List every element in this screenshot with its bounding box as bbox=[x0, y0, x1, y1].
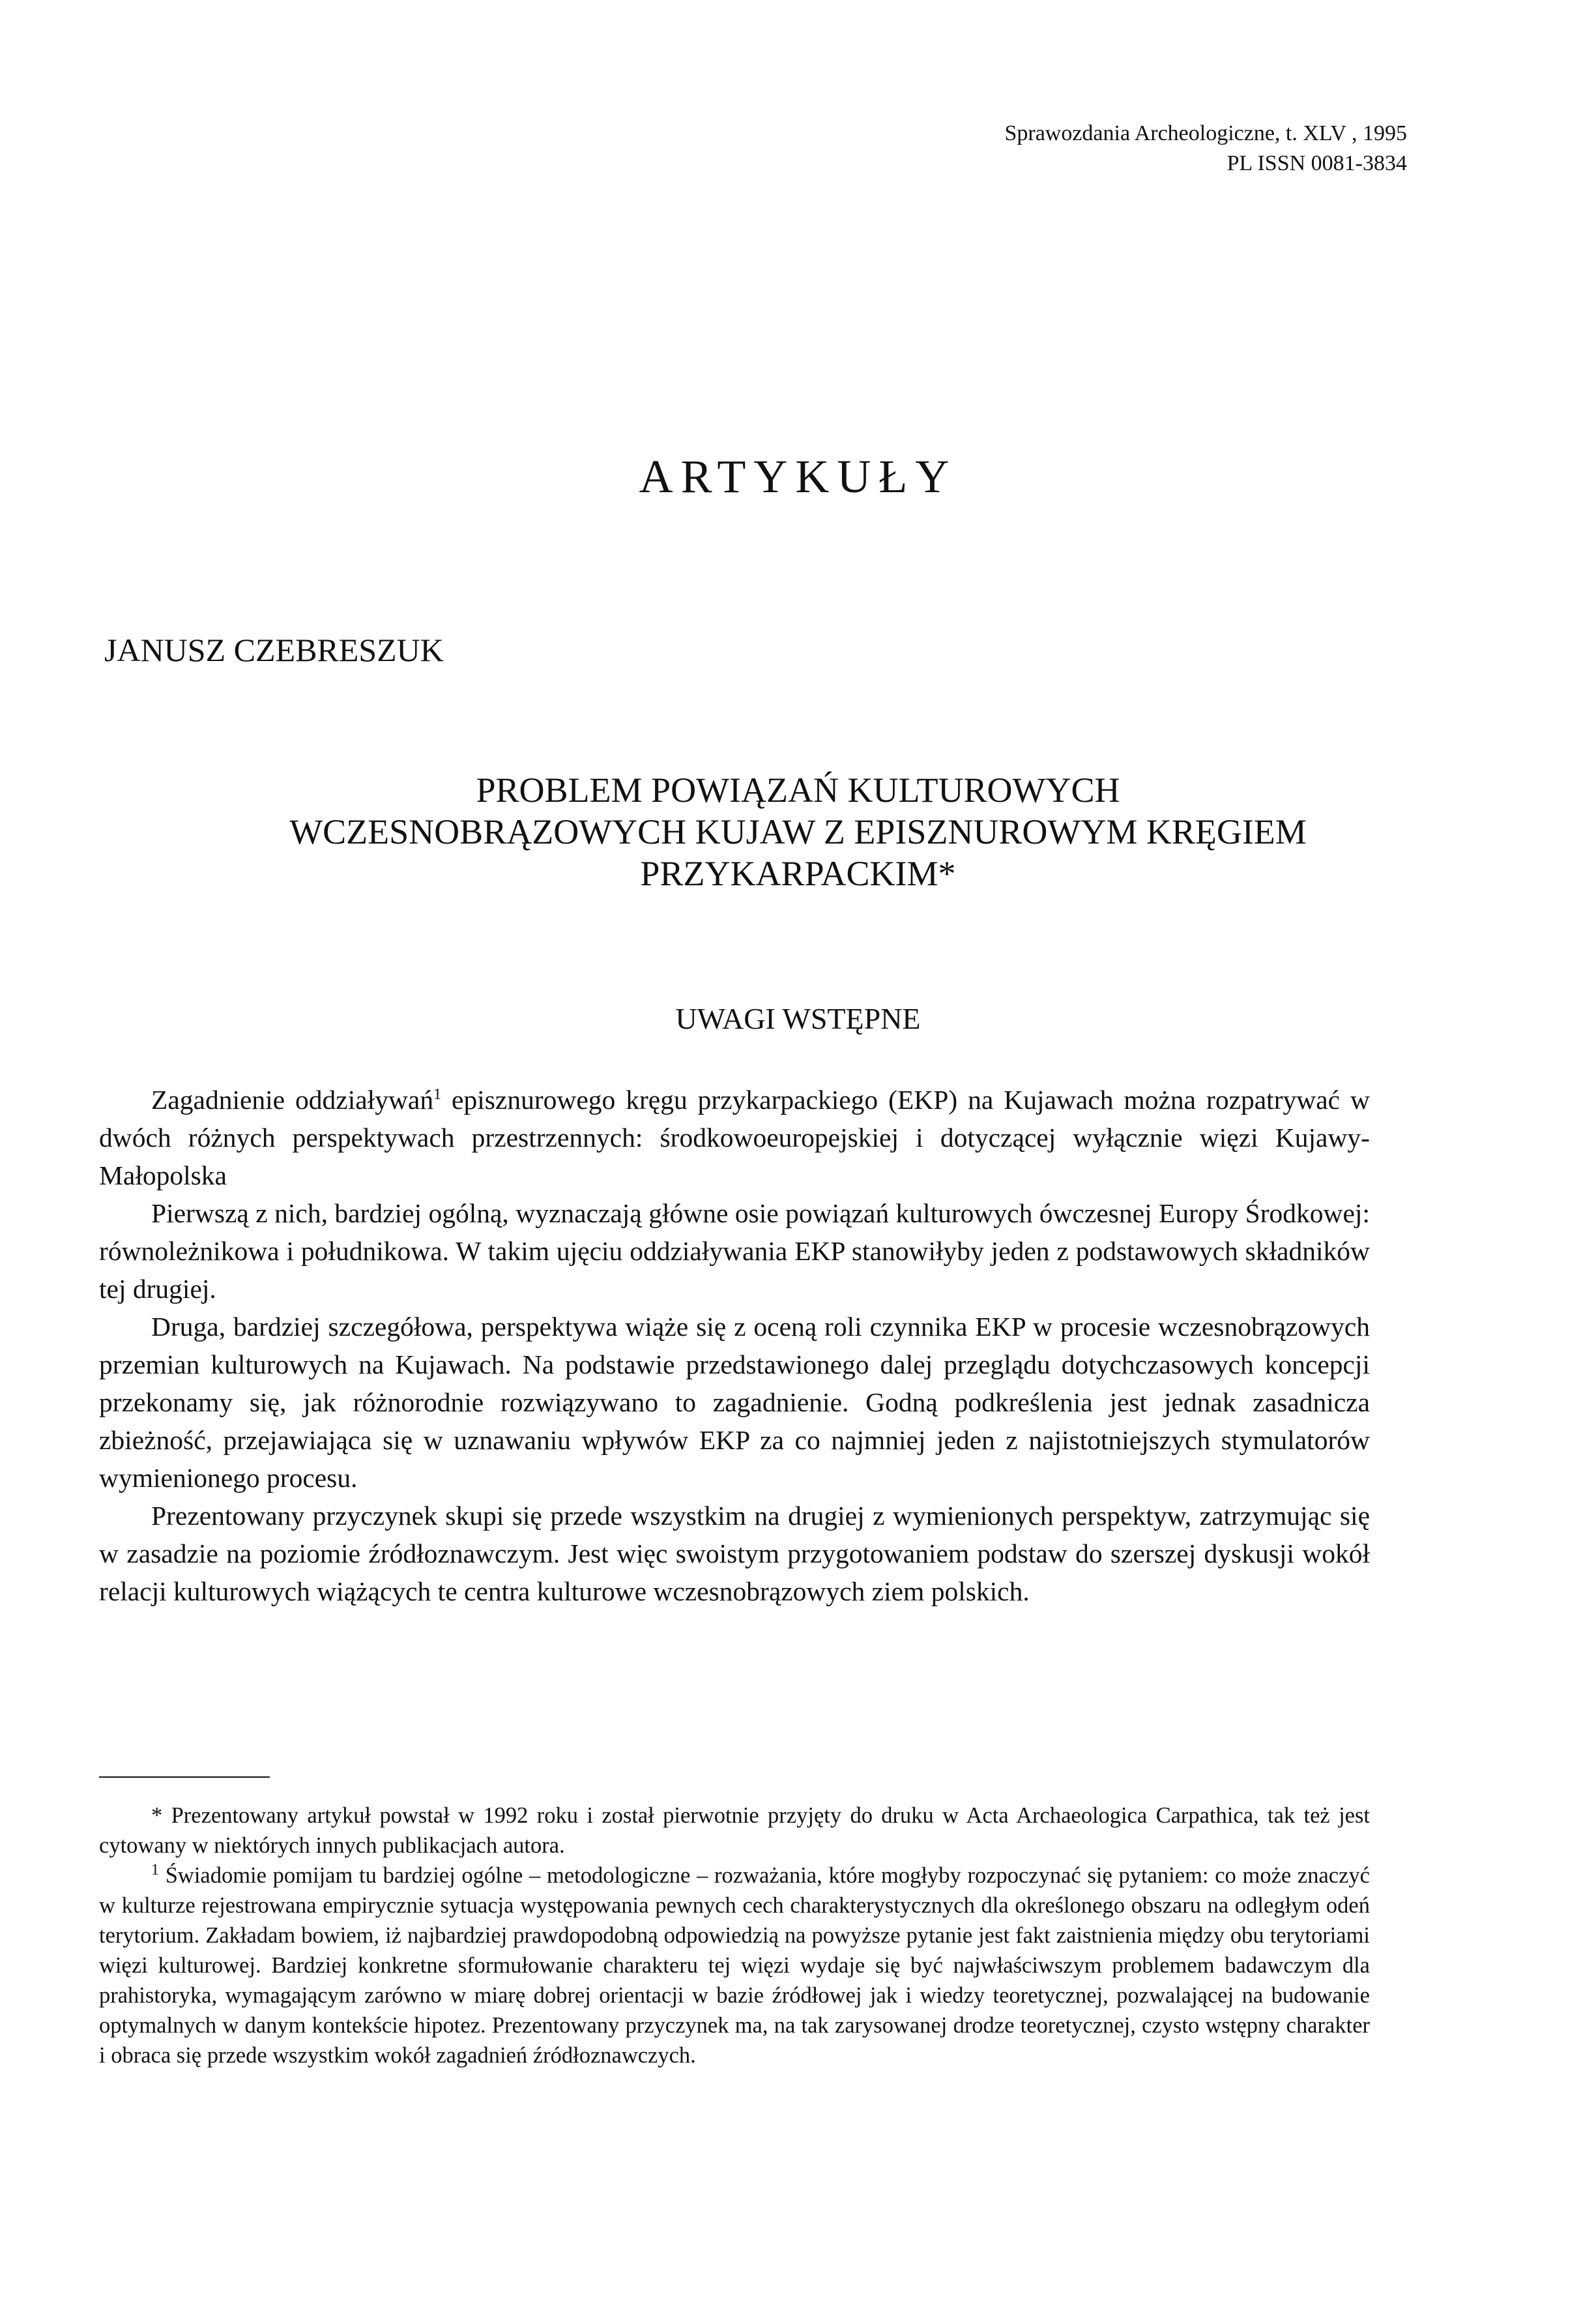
article-title bbox=[91, 769, 1505, 894]
journal-citation: Sprawozdania Archeologiczne, t. XLV , 1995 bbox=[1004, 121, 1407, 145]
body-text bbox=[99, 1081, 1370, 1610]
paragraph-1 bbox=[99, 1081, 1370, 1194]
article-title-line-3: PRZYKARPACKIM* bbox=[640, 854, 956, 893]
issn-line: PL ISSN 0081-3834 bbox=[1226, 151, 1407, 175]
footnote-divider bbox=[99, 1776, 270, 1778]
paragraph-1-rest: episznurowego kręgu przykarpackiego (EKP) na Kujawach można rozpatrywać w dwóch różnych perspektywach przestrzennych: środkowoeuropejskiej i dotyczącej wyłącznie więzi Kujawy-Małopolska bbox=[99, 1085, 1370, 1190]
footnotes bbox=[99, 1801, 1370, 2070]
footnote-1 bbox=[99, 1861, 1370, 2070]
footnote-ref-1: 1 bbox=[433, 1086, 442, 1104]
section-title: ARTYKUŁY bbox=[639, 450, 957, 503]
subsection-title: UWAGI WSTĘPNE bbox=[675, 1002, 921, 1035]
paragraph-1-start: Zagadnienie oddziaływań bbox=[151, 1085, 434, 1115]
journal-header bbox=[1004, 119, 1407, 179]
footnote-star: * Prezentowany artykuł powstał w 1992 roku i został pierwotnie przyjęty do druku w Acta Archaeologica Carpathica, tak też jest cytowany w niektórych innych publikacjach autora. bbox=[99, 1803, 1370, 1858]
footnote-1-mark: 1 bbox=[151, 1861, 159, 1879]
paragraph-4: Prezentowany przyczynek skupi się przede wszystkim na drugiej z wymienionych perspektyw, zatrzymując się w zasadzie na poziomie źródłoznawczym. Jest więc swoistym przygotowaniem podstaw do szerszej dyskusji wokół relacji kulturowych wiążących te centra kulturowe wczesnobrązowych ziem polskich. bbox=[99, 1501, 1370, 1606]
article-title-line-2: WCZESNOBRĄZOWYCH KUJAW Z EPISZNUROWYM KRĘGIEM bbox=[289, 812, 1307, 851]
paragraph-2: Pierwszą z nich, bardziej ogólną, wyznaczają główne osie powiązań kulturowych ówczesnej Europy Środkowej: równoleżnikowa i południkowa. W takim ujęciu oddziaływania EKP stanowiłyby jeden z podstawowych składników tej drugiej. bbox=[99, 1198, 1370, 1304]
paragraph-3: Druga, bardziej szczegółowa, perspektywa wiąże się z oceną roli czynnika EKP w procesie wczesnobrązowych przemian kulturowych na Kujawach. Na podstawie przedstawionego dalej przeglądu dotychczasowych koncepcji przekonamy się, jak różnorodnie rozwiązywano to zagadnienie. Godną podkreślenia jest jednak zasadnicza zbieżność, przejawiająca się w uznawaniu wpływów EKP za co najmniej jeden z najistotniejszych stymulatorów wymienionego procesu. bbox=[99, 1312, 1370, 1493]
author-name: JANUSZ CZEBRESZUK bbox=[104, 632, 444, 668]
article-title-line-1: PROBLEM POWIĄZAŃ KULTUROWYCH bbox=[476, 771, 1120, 810]
footnote-1-text: Świadomie pomijam tu bardziej ogólne – metodologiczne – rozważania, które mogłyby rozpoczynać się pytaniem: co może znaczyć w kulturze rejestrowana empirycznie sytuacja występowania pewnych cech charakterystycznych dla określonego obszaru na odległym odeń terytorium. Zakładam bowiem, iż najbardziej prawdopodobną odpowiedzią na powyższe pytanie jest fakt zaistnienia między obu terytoriami więzi kulturowej. Bardziej konkretne sformułowanie charakteru tej więzi wydaje się być najwłaściwszym problemem badawczym dla prahistoryka, wymagającym zarówno w miarę dobrej orientacji w bazie źródłowej jak i wiedzy teoretycznej, pozwalającej na budowanie optymalnych w danym kontekście hipotez. Prezentowany przyczynek ma, na tak zarysowanej drodze teoretycznej, czysto wstępny charakter i obraca się przede wszystkim wokół zagadnień źródłoznawczych. bbox=[99, 1863, 1370, 2068]
